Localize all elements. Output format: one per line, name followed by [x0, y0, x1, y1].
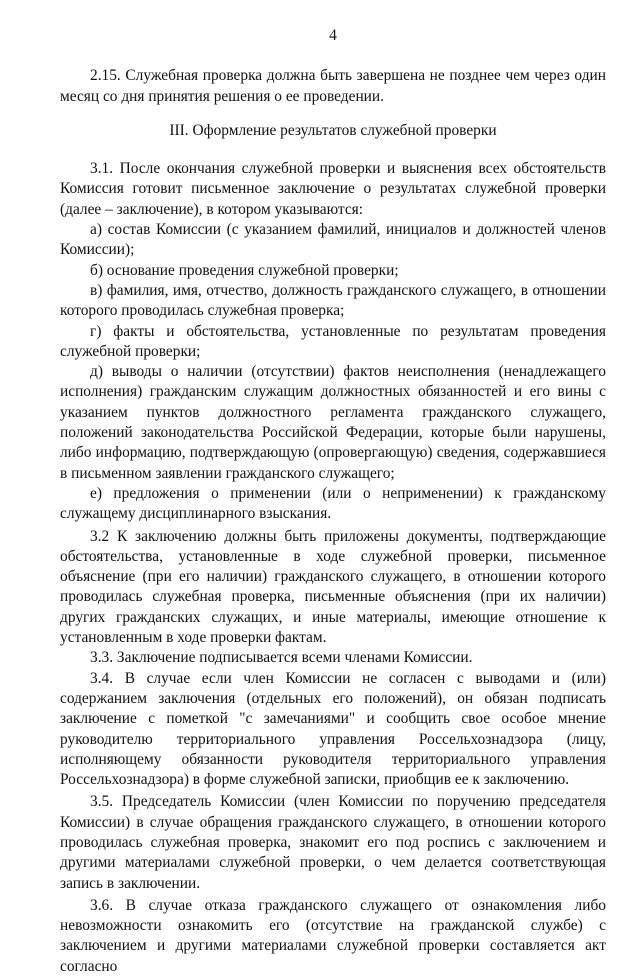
- list-item-b: б) основание проведения служебной проверки;: [90, 261, 399, 279]
- paragraph-3-3: 3.3. Заключение подписывается всеми членами Комиссии.: [90, 649, 473, 667]
- list-item-g: г) факты и обстоятельства, установленные по результатам проведения служебной проверки;: [60, 322, 606, 360]
- paragraph-3-5: 3.5. Председатель Комиссии (член Комиссии по поручению председателя Комиссии) в случае обращения гражданского служащего, в отношении которого проводилась служебная проверка, знакомит его под роспись с заключением и другими материалами служебной проверки, о чем делается соответствующая запись в заключении.: [60, 793, 606, 892]
- page-number: 4: [329, 27, 337, 44]
- paragraph-3-6: 3.6. В случае отказа гражданского служащего от ознакомления либо невозможности ознакомить его (отсутствие на гражданской службе) с заключением и другими материалами служебной проверки составляется акт согласно: [60, 896, 606, 975]
- list-item-e: е) предложения о применении (или о неприменении) к гражданскому служащему дисциплинарного взыскания.: [60, 484, 606, 523]
- list-item-v: в) фамилия, имя, отчество, должность гражданского служащего, в отношении которого проводилась служебная проверка;: [60, 281, 606, 320]
- list-item-a: а) состав Комиссии (с указанием фамилий, инициалов и должностей членов Комиссии);: [60, 221, 606, 259]
- list-item-d: д) выводы о наличии (отсутствии) фактов неисполнения (ненадлежащего исполнения) гражданским служащим должностных обязанностей и его вины с указанием пунктов должностного регламента гражданского служащего, положений законодательства Российской Федерации, которые были нарушены, либо информацию, подтверждающую (опровергающую) сведения, содержавшиеся в письменном заявлении гражданского служащего;: [60, 363, 606, 482]
- section-heading: III. Оформление результатов служебной проверки: [169, 121, 497, 139]
- paragraph-2-15: 2.15. Служебная проверка должна быть завершена не позднее чем через один месяц со дня принятия решения о ее проведении.: [60, 67, 606, 105]
- paragraph-3-2: 3.2 К заключению должны быть приложены документы, подтверждающие обстоятельства, установленные в ходе служебной проверки, письменное объяснение (при его наличии) гражданского служащего, в отношении которого проводилась служебная проверка, письменные объяснения (при их наличии) других гражданских служащих, и иные материалы, имеющие отношение к установленным в ходе проверки фактам.: [60, 527, 606, 647]
- paragraph-3-4: 3.4. В случае если член Комиссии не согласен с выводами и (или) содержанием заключения (отдельных его положений), он обязан подписать заключение с пометкой "с замечаниями" и сообщить свое особое мнение руководителю территориального управления Россельхознадзора (лицу, исполняющему обязанности руководителя территориального управления Россельхознадзора) в форме служебной записки, приобщив ее к заключению.: [60, 669, 606, 789]
- paragraph-3-1: 3.1. После окончания служебной проверки и выяснения всех обстоятельств Комиссия готовит письменное заключение о результатах служебной проверки (далее – заключение), в котором указываются:: [60, 160, 606, 218]
